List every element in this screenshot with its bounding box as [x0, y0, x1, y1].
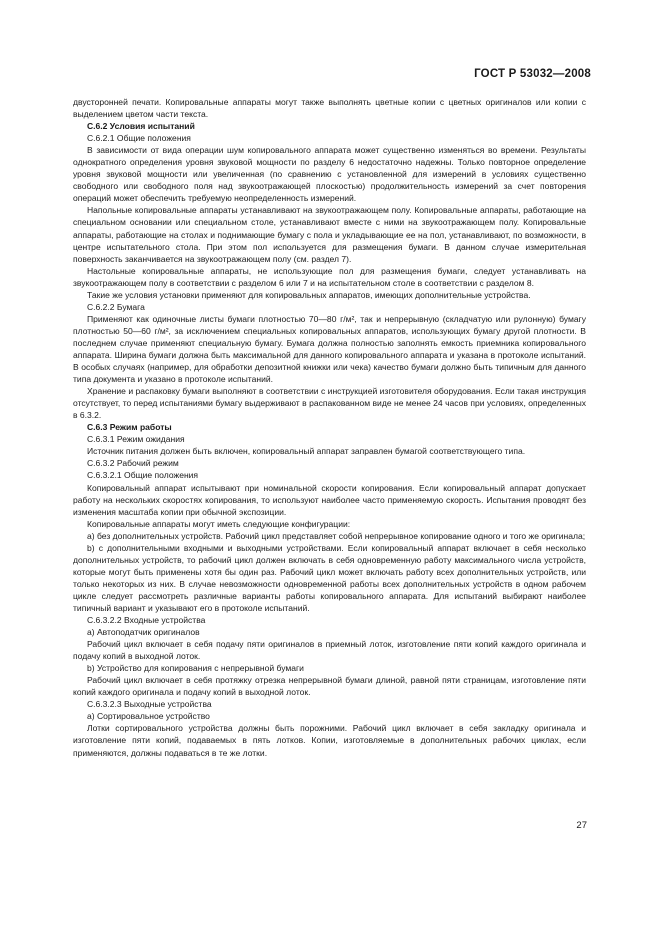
- standard-header: ГОСТ Р 53032—2008: [474, 68, 591, 80]
- paragraph: С.6.3.2.2 Входные устройства: [87, 615, 206, 626]
- paragraph: Настольные копировальные аппараты, не использующие пол для размещения бумаги, следует устанавливать на звукоотражающем полу в соответствии с разделом 6 или 7 и на испытательном столе в соответствии с разделом 8.: [73, 265, 586, 288]
- page-number: 27: [576, 820, 587, 831]
- paragraph: С.6.3.2 Рабочий режим: [87, 458, 179, 469]
- document-body: [73, 96, 586, 759]
- paragraph: Напольные копировальные аппараты устанавливают на звукоотражающем полу. Копировальные аппараты, работающие на специальном основании или специальном столе, устанавливают вместе с ними на звукоотражающем полу. Копировальные аппараты, работающие на столах и поднимающие бумагу с пола и укладывающие ее на пол, устанавливают, по возможности, в центре испытательного стола. При этом пол используется для размещения бумаги. В данном случае измерительная поверхность заканчивается на звукоотражающем полу (см. раздел 7).: [73, 205, 586, 264]
- paragraph: а) Сортировальное устройство: [87, 711, 210, 722]
- section-heading: С.6.2 Условия испытаний: [87, 121, 195, 132]
- paragraph: а) без дополнительных устройств. Рабочий цикл представляет собой непрерывное копирование одного и того же оригинала;: [87, 530, 586, 541]
- paragraph: Применяют как одиночные листы бумаги плотностью 70—80 г/м², так и непрерывную (складчатую или рулонную) бумагу плотностью 50—60 г/м², за исключением специальных копировальных аппаратов, использующих бумагу другой плотности. В последнем случае применяют специальную бумагу. Бумага должна полностью заполнять емкость приемника копировального аппарата. Ширина бумаги должна быть максимальной для данного копировального аппарата и указана в протоколе испытаний. В особых случаях (например, для обработки депозитной книжки или чека) качество бумаги должно быть типичным для данного типа документа и указано в протоколе испытаний.: [73, 313, 586, 385]
- paragraph: Источник питания должен быть включен, копировальный аппарат заправлен бумагой соответствующего типа.: [87, 446, 526, 457]
- paragraph: Копировальные аппараты могут иметь следующие конфигурации:: [87, 518, 351, 529]
- paragraph: b) Устройство для копирования с непрерывной бумаги: [87, 663, 304, 674]
- section-heading: С.6.3 Режим работы: [87, 422, 172, 433]
- paragraph: С.6.3.2.3 Выходные устройства: [87, 699, 212, 710]
- paragraph: Рабочий цикл включает в себя подачу пяти оригиналов в приемный лоток, изготовление пяти копий каждого оригинала и подачу копий в выходной лоток.: [73, 639, 586, 662]
- paragraph: двусторонней печати. Копировальные аппараты могут также выполнять цветные копии с цветных оригиналов или копии с выделением цветом части текста.: [73, 97, 586, 120]
- paragraph: Копировальный аппарат испытывают при номинальной скорости копирования. Если копировальный аппарат допускает работу на нескольких скоростях копирования, то используют наиболее часто применяемую скорость. Испытания проводят без изменения масштаба копии при обычной экспозиции.: [73, 482, 586, 517]
- paragraph: Лотки сортировального устройства должны быть порожними. Рабочий цикл включает в себя закладку оригинала и изготовление пяти копий, подаваемых в пять лотков. Копии, изготовляемые в дополнительных рабочих циклах, если применяются, должны подаваться в те же лотки.: [73, 723, 586, 758]
- paragraph: Хранение и распаковку бумаги выполняют в соответствии с инструкцией изготовителя оборудования. Если такая инструкция отсутствует, то перед испытаниями бумагу выдерживают в распакованном виде не менее 24 часов при условиях, определенных в 6.3.2.: [73, 386, 586, 421]
- paragraph: С.6.2.2 Бумага: [87, 301, 145, 312]
- paragraph: b) с дополнительными входными и выходными устройствами. Если копировальный аппарат включает в себя несколько дополнительных устройств, то рабочий цикл должен включать в себя одновременную работу максимального числа устройств, которые могут быть применены хотя бы один раз. Рабочий цикл может включать работу всех дополнительных устройств, или только некоторых из них. В случае невозможности одновременной работы всех дополнительных устройств в одном рабочем цикле следует рассмотреть различные варианты работы копировального аппарата. Для испытаний выбирают наиболее типичный вариант и указывают его в протоколе испытаний.: [73, 542, 586, 613]
- paragraph: С.6.3.1 Режим ожидания: [87, 434, 185, 445]
- paragraph: а) Автоподатчик оригиналов: [87, 627, 200, 638]
- paragraph: Рабочий цикл включает в себя протяжку отрезка непрерывной бумаги длиной, равной пяти страницам, изготовление пяти копий каждого оригинала и подачу копий в выходной лоток.: [73, 675, 586, 698]
- paragraph: В зависимости от вида операции шум копировального аппарата может существенно изменяться во времени. Результаты однократного определения уровня звуковой мощности по разделу 6 недостаточно надежны. Только повторное определение уровня звуковой мощности или увеличенная (по сравнению с установленной для измерений в условиях существенно свободного или свободного поля над звукоотражающей плоскостью) продолжительность измерений за счет повторения операций может обеспечить требуемую неопределенность измерений.: [73, 145, 586, 204]
- paragraph: С.6.2.1 Общие положения: [87, 133, 191, 144]
- paragraph: Такие же условия установки применяют для копировальных аппаратов, имеющих дополнительные устройства.: [87, 289, 531, 300]
- paragraph: С.6.3.2.1 Общие положения: [87, 470, 199, 481]
